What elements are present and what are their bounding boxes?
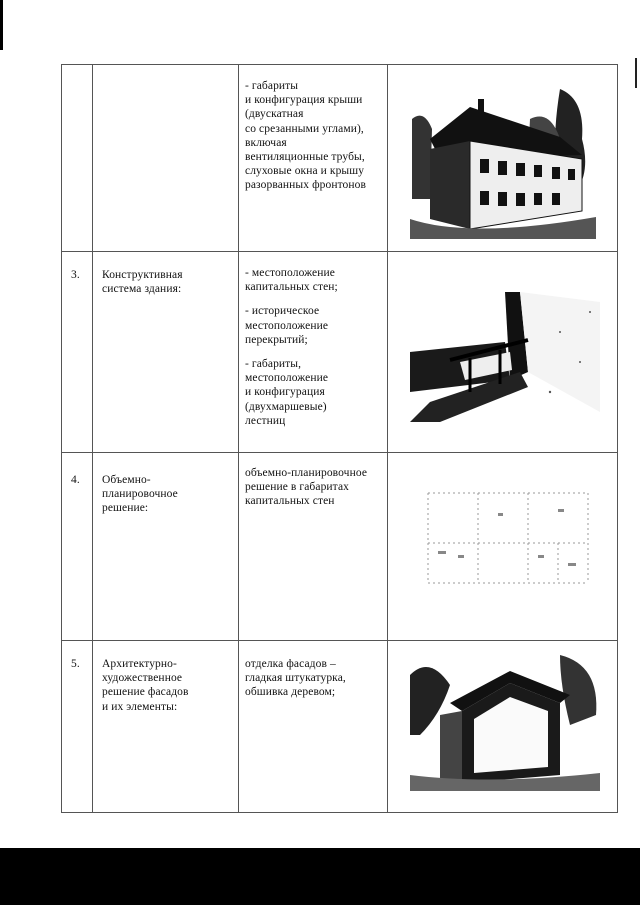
facade-gable-photo <box>410 655 600 791</box>
description-item: - историческое местоположение перекрытий; <box>245 305 329 346</box>
description-item: - габариты и конфигурация крыши (двускатная со срезанными углами), включая вентиляционные трубы, слуховые окна и крышу разорванных фронтонов <box>245 80 367 192</box>
row-number <box>62 65 92 84</box>
name-cell <box>93 65 239 252</box>
row-number: 4. <box>71 474 80 486</box>
table-row <box>62 641 618 813</box>
description-cell <box>239 65 388 252</box>
description-item: объемно-планировочное решение в габаритах капитальных стен <box>245 467 368 508</box>
row-number: 5. <box>71 658 80 670</box>
description-cell <box>239 252 388 453</box>
description-item: - местоположение капитальных стен; <box>245 267 338 294</box>
table-row <box>62 453 618 641</box>
number-cell <box>62 641 93 813</box>
description-item: - габариты, местоположение и конфигурация (двухмаршевые) лестниц <box>245 358 329 427</box>
row-name: Конструктивная система здания: <box>102 269 183 296</box>
description-cell <box>239 453 388 641</box>
number-cell <box>62 453 93 641</box>
table-row <box>62 65 618 252</box>
building-exterior-photo <box>410 79 596 239</box>
table-row <box>62 252 618 453</box>
description-item: отделка фасадов – гладкая штукатурка, обшивка деревом; <box>245 658 346 699</box>
floor-plan-drawing <box>418 483 598 603</box>
name-cell <box>93 453 239 641</box>
number-cell <box>62 65 93 252</box>
row-name: Архитектурно- художественное решение фасадов и их элементы: <box>102 658 189 713</box>
row-name <box>93 65 238 82</box>
row-number: 3. <box>71 269 80 281</box>
photo-cell <box>388 65 618 252</box>
row-name: Объемно- планировочное решение: <box>102 474 178 515</box>
description-cell <box>239 641 388 813</box>
name-cell <box>93 641 239 813</box>
heritage-elements-table <box>61 64 618 813</box>
photo-cell <box>388 641 618 813</box>
photo-cell <box>388 252 618 453</box>
number-cell <box>62 252 93 453</box>
scan-edge-mark <box>635 58 637 88</box>
name-cell <box>93 252 239 453</box>
scan-edge-mark <box>0 0 3 50</box>
staircase-interior-photo <box>410 292 600 422</box>
scan-bottom-border <box>0 848 640 905</box>
photo-cell <box>388 453 618 641</box>
